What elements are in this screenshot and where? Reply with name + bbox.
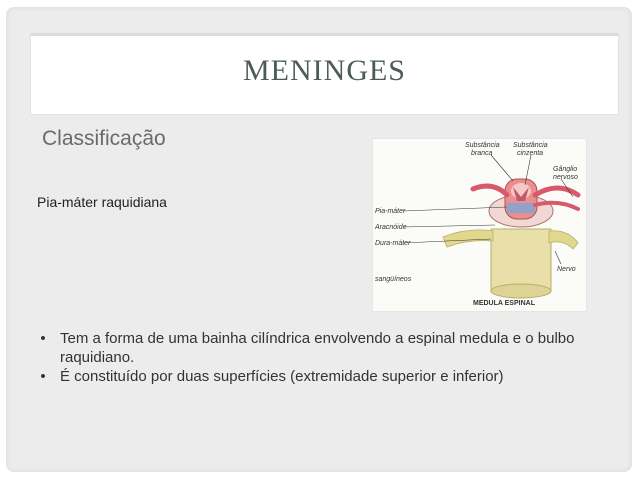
bullet-item — [36, 367, 611, 386]
title-box — [30, 33, 619, 115]
left-root — [473, 186, 507, 195]
aracnoide-pointer — [403, 225, 495, 227]
section-label: Pia-máter raquidiana — [37, 194, 167, 210]
label-ganglio-1: Gânglio — [553, 166, 578, 173]
label-substancia-cinzenta-2: cinzenta — [517, 150, 544, 157]
slide-subtitle: Classificação — [42, 127, 166, 150]
bullet-text: Tem a forma de uma bainha cilíndrica envolvendo a espinal medula e o bulbo raquidiano. — [60, 330, 575, 366]
label-substancia-branca-1: Substância — [465, 142, 500, 149]
right-nerve-band — [549, 231, 578, 249]
left-nerve-band — [443, 230, 493, 247]
branca-pointer — [491, 155, 513, 181]
nervo-pointer — [555, 251, 561, 264]
label-dura-mater: Dura-máter — [375, 240, 411, 247]
label-substancia-branca-2: branca — [471, 150, 493, 157]
bullet-item — [36, 329, 611, 367]
bullet-list — [36, 329, 611, 386]
label-aracnoide: Aracnóide — [375, 224, 407, 231]
bullet-glyph: • — [40, 330, 46, 347]
spinal-cord-diagram — [373, 139, 586, 311]
bullet-glyph: • — [40, 368, 46, 385]
right-root — [535, 188, 578, 195]
slide-title: MENINGES — [243, 54, 406, 87]
label-substancia-cinzenta-1: Substância — [513, 142, 548, 149]
label-pia-mater: Pia-máter — [375, 208, 406, 215]
label-nervo: Nervo — [557, 266, 576, 273]
bullet-text: É constituído por duas superfícies (extremidade superior e inferior) — [60, 368, 504, 385]
label-ganglio-2: nervoso — [553, 174, 578, 181]
dura-body — [491, 229, 551, 291]
label-sanguineos: sangüíneos — [375, 276, 412, 283]
figure-caption: MEDULA ESPINAL — [473, 300, 535, 307]
dura-bottom — [491, 284, 551, 298]
spinal-cord-illustration — [372, 138, 587, 312]
pia-layer — [507, 203, 535, 213]
cord-inner — [511, 183, 531, 199]
